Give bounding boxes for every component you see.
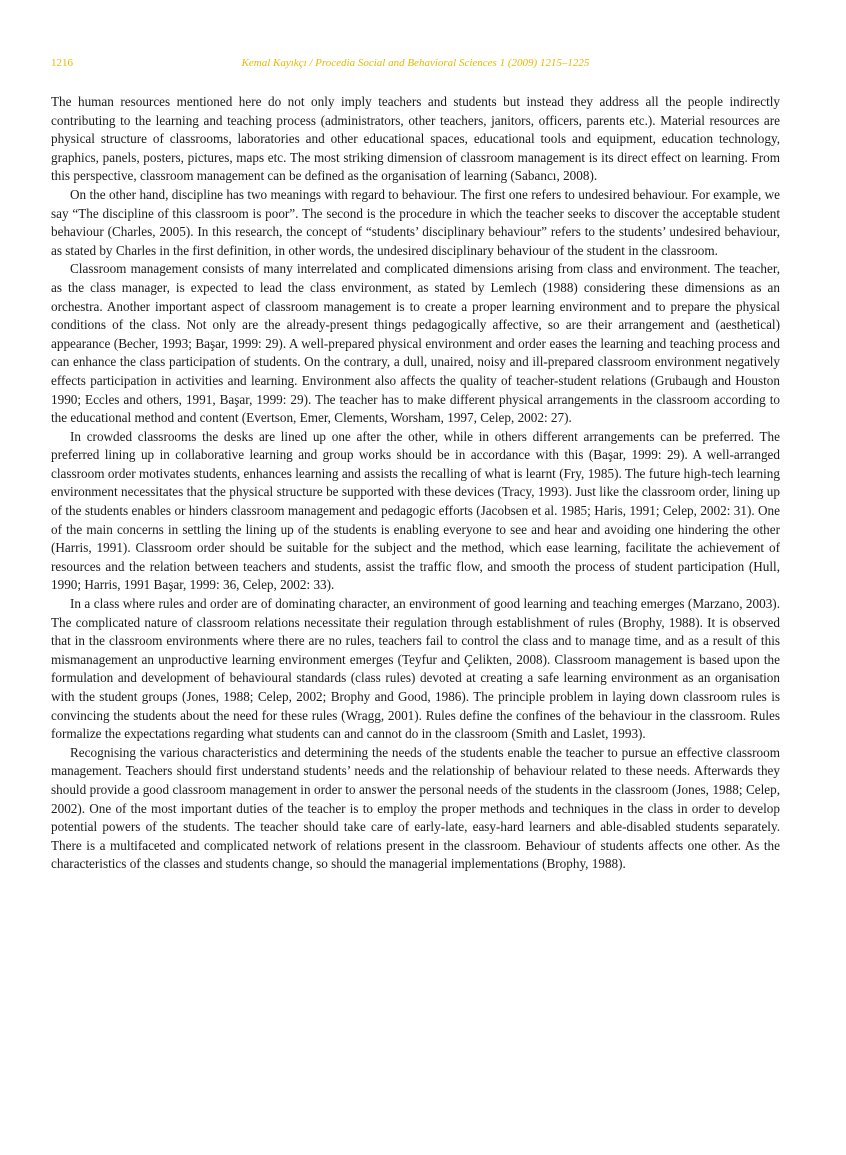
paragraph-crowded-classrooms: In crowded classrooms the desks are lined up one after the other, while in others different arrangements can be preferred. The preferred lining up in collaborative learning and group works should be in accordance with this (Başar, 1999: 29). A well-arranged classroom order motivates students, enhances learning and assists the recalling of what is learnt (Fry, 1985). The future high-tech learning environment necessitates that the physical structure be supported with these devices (Tracy, 1993). Just like the classroom order, lining up of the students enables or hinders classroom management and pedagogic efforts (Jacobsen et al. 1985; Haris, 1991; Celep, 2002: 31). One of the main concerns in settling the lining up of the students is enabling everyone to see and hear and avoiding one hindering the other (Harris, 1991). Classroom order should be suitable for the subject and the method, which ease learning, facilitate the achievement of resources and the relation between teachers and students, assist the traffic flow, and smooth the process of student participation (Hull, 1990; Harris, 1991 Başar, 1999: 36, Celep, 2002: 33). xyxy=(51,428,780,593)
paragraph-human-resources: The human resources mentioned here do not only imply teachers and students but instead they address all the people indirectly contributing to the learning and teaching process (administrators, other teachers, janitors, officers, parents etc.). Material resources are physical structure of classrooms, laboratories and other educational spaces, educational tools and equipment, education technology, graphics, panels, posters, pictures, maps etc. The most striking dimension of classroom management is its direct effect on learning. From this perspective, classroom management can be defined as the organisation of learning (Sabancı, 2008). xyxy=(51,94,780,184)
running-head xyxy=(51,57,780,77)
page xyxy=(51,0,780,874)
paragraph-student-needs: Recognising the various characteristics and determining the needs of the students enable the teacher to pursue an effective classroom management. Teachers should first understand students’ needs and the relationship of behaviour related to these needs. Afterwards they should provide a good classroom management in order to answer the personal needs of the students in the classroom (Jones, 1988; Celep, 2002). One of the most important duties of the teacher is to employ the proper methods and techniques in the class in order to develop potential powers of the students. The teacher should take care of early-late, easy-hard learners and able-disabled students separately. There is a multifaceted and complicated network of relations present in the classroom. Behaviour of students affects one other. As the characteristics of the classes and students change, so should the managerial implementations (Brophy, 1988). xyxy=(51,744,780,872)
body-text xyxy=(51,93,780,874)
page-number: 1216 xyxy=(51,57,73,69)
paragraph-discipline: On the other hand, discipline has two meanings with regard to behaviour. The first one refers to undesired behaviour. For example, we say “The discipline of this classroom is poor”. The second is the procedure in which the teacher seeks to discover the acceptable student behaviour (Charles, 2005). In this research, the concept of “students’ disciplinary behaviour” refers to the students’ undesired behaviour, as stated by Charles in the first definition, in other words, the undesired disciplinary behaviour of the student in the classroom. xyxy=(51,186,780,258)
journal-citation: Kemal Kayıkçı / Procedia Social and Behavioral Sciences 1 (2009) 1215–1225 xyxy=(241,57,590,69)
paragraph-rules-and-order: In a class where rules and order are of dominating character, an environment of good learning and teaching emerges (Marzano, 2003). The complicated nature of classroom relations necessitate their regulation through establishment of rules (Brophy, 1988). It is observed that in the classroom environments where there are no rules, teachers fail to control the class and to manage time, and as a result of this mismanagement an unproductive learning environment emerges (Teyfur and Çelikten, 2008). Classroom management is based upon the formulation and development of behavioural standards (class rules) devoted at creating a safe learning environment as an organisation with the student groups (Jones, 1988; Celep, 2002; Brophy and Good, 1986). The principle problem in laying down classroom rules is convincing the students about the need for these rules (Wragg, 2001). Rules define the confines of the behaviour in the classroom. Rules formalize the expectations regarding what students can and cannot do in the classroom (Smith and Laslet, 1993). xyxy=(51,596,780,742)
paragraph-classroom-management: Classroom management consists of many interrelated and complicated dimensions arising from class and environment. The teacher, as the class manager, is expected to lead the class environment, as stated by Lemlech (1988) considering these dimensions as an orchestra. Another important aspect of classroom management is to create a proper learning environment and to prepare the physical conditions of the class. Not only are the already-present things pedagogically affective, so are their arrangement and (aesthetical) appearance (Becher, 1993; Başar, 1999: 29). A well-prepared physical environment and order eases the learning and teaching process and can enhance the class participation of students. On the contrary, a dull, unaired, noisy and ill-prepared classroom environment negatively effects participation in activities and learning. Environment also affects the quality of teacher-student relations (Grubaugh and Houston 1990; Eccles and others, 1991, Başar, 1999: 29). The teacher has to make different physical arrangements in the classroom according to the educational method and content (Evertson, Emer, Clements, Worsham, 1997, Celep, 2002: 27). xyxy=(51,261,780,426)
